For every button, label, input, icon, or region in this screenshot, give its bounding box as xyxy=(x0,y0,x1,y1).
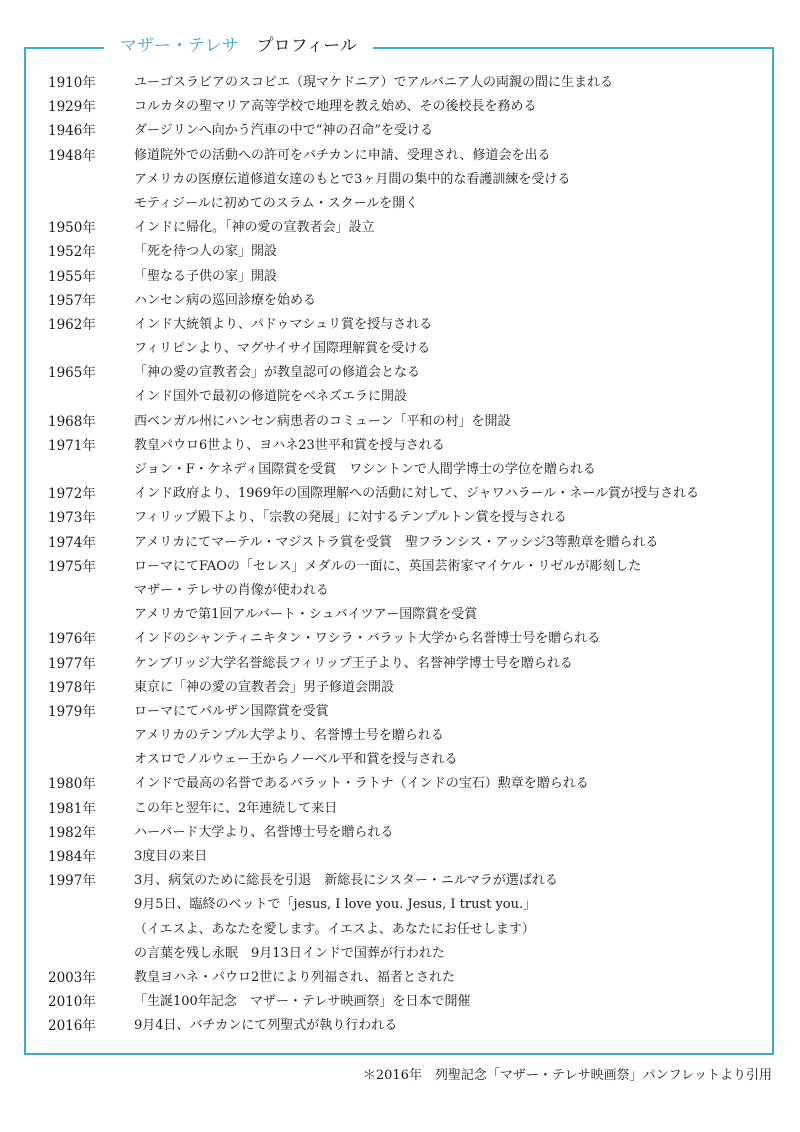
timeline-event: モティジールに初めてのスラム・スクールを開く xyxy=(134,195,419,211)
timeline-year: 1972年 xyxy=(48,486,96,503)
timeline-row xyxy=(48,627,768,651)
timeline-event: ジョン・F・ケネディ国際賞を受賞 ワシントンで人間学博士の学位を贈られる xyxy=(134,462,596,477)
timeline-event: 3月、病気のために総長を引退 新総長にシスター・ニルマラが選ばれる xyxy=(134,873,558,889)
timeline-year: 2003年 xyxy=(48,969,96,986)
timeline-event: インド政府より、1969年の国際理解への活動に対して、ジャワハラール・ネール賞が授与される xyxy=(134,486,700,502)
timeline-row xyxy=(48,676,768,700)
timeline-event: 9月4日、バチカンにて列聖式が執り行われる xyxy=(134,1018,398,1034)
timeline-row xyxy=(48,966,768,990)
timeline-year: 1977年 xyxy=(48,655,96,672)
source-footnote: ＊2016年 列聖記念「マザー・テレサ映画祭」パンフレットより引用 xyxy=(362,1068,772,1083)
timeline-row xyxy=(48,71,768,95)
timeline-row xyxy=(48,579,768,603)
timeline-row xyxy=(48,1014,768,1038)
timeline-event: インドに帰化。「神の愛の宣教者会」設立 xyxy=(134,220,375,236)
timeline-year: 1948年 xyxy=(48,147,96,164)
timeline-year: 1946年 xyxy=(48,123,96,140)
timeline-event: アメリカで第1回アルバート・シュバイツアー国際賞を受賞 xyxy=(134,607,478,623)
timeline-event: フィリップ殿下より、「宗教の発展」に対するテンプルトン賞を授与される xyxy=(134,510,567,526)
timeline-event: マザー・テレサの肖像が使われる xyxy=(134,582,329,598)
timeline-year: 1981年 xyxy=(48,800,96,817)
timeline-event: オスロでノルウェー王からノーベル平和賞を授与される xyxy=(134,752,458,768)
timeline-list xyxy=(48,71,768,1039)
timeline-row xyxy=(48,168,768,192)
timeline-row xyxy=(48,845,768,869)
timeline-year: 1982年 xyxy=(48,824,96,841)
timeline-row xyxy=(48,265,768,289)
timeline-event: インドのシャンティニキタン・ワシラ・バラット大学から名誉博士号を贈られる xyxy=(134,631,601,647)
timeline-row xyxy=(48,748,768,772)
timeline-row xyxy=(48,289,768,313)
timeline-year xyxy=(48,918,134,942)
timeline-row xyxy=(48,361,768,385)
page-title xyxy=(104,31,373,61)
timeline-row xyxy=(48,531,768,555)
timeline-row xyxy=(48,603,768,627)
timeline-event: フィリピンより、マグサイサイ国際理解賞を受ける xyxy=(134,341,431,357)
timeline-year xyxy=(48,942,134,966)
timeline-year: 2010年 xyxy=(48,994,96,1011)
timeline-year: 1955年 xyxy=(48,268,96,285)
timeline-year: 1950年 xyxy=(48,220,96,237)
timeline-row xyxy=(48,192,768,216)
timeline-event: 「死を待つ人の家」開設 xyxy=(134,244,278,260)
timeline-row xyxy=(48,216,768,240)
timeline-year: 1929年 xyxy=(48,99,96,116)
timeline-year: 1962年 xyxy=(48,316,96,333)
timeline-row xyxy=(48,458,768,482)
timeline-event: の言葉を残し永眠 9月13日インドで国葬が行われた xyxy=(134,945,445,961)
timeline-event: 西ベンガル州にハンセン病患者のコミューン「平和の村」を開設 xyxy=(134,413,511,429)
timeline-year: 1965年 xyxy=(48,365,96,382)
timeline-event: 「聖なる子供の家」開設 xyxy=(134,268,278,284)
timeline-year: 1975年 xyxy=(48,558,96,575)
timeline-year: 1952年 xyxy=(48,244,96,261)
timeline-row xyxy=(48,385,768,409)
timeline-row xyxy=(48,313,768,337)
title-profile: プロフィール xyxy=(256,36,357,56)
timeline-year xyxy=(48,385,134,409)
timeline-year xyxy=(48,893,134,917)
timeline-year: 1997年 xyxy=(48,873,96,890)
timeline-row xyxy=(48,797,768,821)
timeline-event: （イエスよ、あなたを愛します。イエスよ、あなたにお任せします） xyxy=(134,921,535,937)
timeline-year xyxy=(48,724,134,748)
timeline-year: 1973年 xyxy=(48,510,96,527)
timeline-row xyxy=(48,652,768,676)
timeline-event: この年と翌年に、2年連続して来日 xyxy=(134,800,338,816)
timeline-event: インド国外で最初の修道院をベネズエラに開設 xyxy=(134,389,408,405)
timeline-row xyxy=(48,482,768,506)
timeline-year: 1968年 xyxy=(48,413,96,430)
timeline-year xyxy=(48,458,134,482)
timeline-row xyxy=(48,410,768,434)
timeline-row xyxy=(48,893,768,917)
timeline-year xyxy=(48,337,134,361)
timeline-event: ローマにてバルザン国際賞を受賞 xyxy=(134,703,329,719)
timeline-event: コルカタの聖マリア高等学校で地理を教え始め、その後校長を務める xyxy=(134,99,537,115)
timeline-year: 1976年 xyxy=(48,631,96,648)
timeline-event: アメリカのテンプル大学より、名誉博士号を贈られる xyxy=(134,728,444,744)
timeline-year xyxy=(48,168,134,192)
timeline-year xyxy=(48,603,134,627)
timeline-row xyxy=(48,821,768,845)
timeline-event: 東京に「神の愛の宣教者会」男子修道会開設 xyxy=(134,679,395,695)
timeline-year: 2016年 xyxy=(48,1018,96,1035)
timeline-event: インド大統領より、パドゥマシュリ賞を授与される xyxy=(134,316,433,332)
timeline-year: 1971年 xyxy=(48,437,96,454)
timeline-year: 1980年 xyxy=(48,776,96,793)
timeline-event: 「神の愛の宣教者会」が教皇認可の修道会となる xyxy=(134,365,421,381)
timeline-event: インドで最高の名誉であるバラット・ラトナ（インドの宝石）勲章を贈られる xyxy=(134,776,589,792)
timeline-row xyxy=(48,918,768,942)
timeline-row xyxy=(48,990,768,1014)
timeline-event: 教皇ヨハネ・パウロ2世により列福され、福者とされた xyxy=(134,969,456,985)
timeline-row xyxy=(48,772,768,796)
timeline-row xyxy=(48,700,768,724)
timeline-event: ユーゴスラビアのスコピエ（現マケドニア）でアルバニア人の両親の間に生まれる xyxy=(134,75,614,90)
timeline-event: 3度目の来日 xyxy=(134,849,208,864)
timeline-year xyxy=(48,748,134,772)
timeline-year xyxy=(48,192,134,216)
timeline-row xyxy=(48,869,768,893)
timeline-row xyxy=(48,95,768,119)
timeline-row xyxy=(48,337,768,361)
timeline-row xyxy=(48,144,768,168)
timeline-year: 1957年 xyxy=(48,292,96,309)
timeline-row xyxy=(48,119,768,143)
timeline-year: 1910年 xyxy=(48,75,96,91)
title-name: マザー・テレサ xyxy=(120,36,239,56)
timeline-event: ローマにてFAOの「セレス」メダルの一面に、英国芸術家マイケル・リゼルが彫刻した xyxy=(134,558,642,574)
timeline-year: 1984年 xyxy=(48,849,96,865)
timeline-row xyxy=(48,506,768,530)
timeline-year xyxy=(48,579,134,603)
timeline-event: ダージリンへ向かう汽車の中で“神の召命”を受ける xyxy=(134,123,434,139)
timeline-event: 教皇パウロ6世より、ヨハネ23世平和賞を授与される xyxy=(134,437,445,453)
timeline-event: ハンセン病の巡回診療を始める xyxy=(134,292,317,308)
timeline-year: 1979年 xyxy=(48,703,96,720)
timeline-year: 1978年 xyxy=(48,679,96,696)
timeline-year: 1974年 xyxy=(48,534,96,551)
timeline-row xyxy=(48,555,768,579)
timeline-event: 9月5日、臨終のベットで「jesus, I love you. Jesus, I trust you.」 xyxy=(134,897,537,913)
timeline-event: アメリカにてマーテル・マジストラ賞を受賞 聖フランシス・アッシジ3等勲章を贈られる xyxy=(134,534,659,550)
timeline-event: ハーバード大学より、名誉博士号を贈られる xyxy=(134,824,394,840)
timeline-event: ケンブリッジ大学名誉総長フィリップ王子より、名誉神学博士号を贈られる xyxy=(134,655,573,671)
timeline-row xyxy=(48,724,768,748)
timeline-row xyxy=(48,942,768,966)
timeline-event: 修道院外での活動への許可をバチカンに申請、受理され、修道会を出る xyxy=(134,147,551,163)
timeline-row xyxy=(48,434,768,458)
timeline-event: 「生誕100年記念 マザー・テレサ映画祭」を日本で開催 xyxy=(134,994,471,1010)
timeline-row xyxy=(48,240,768,264)
timeline-event: アメリカの医療伝道修道女達のもとで3ヶ月間の集中的な看護訓練を受ける xyxy=(134,171,571,187)
